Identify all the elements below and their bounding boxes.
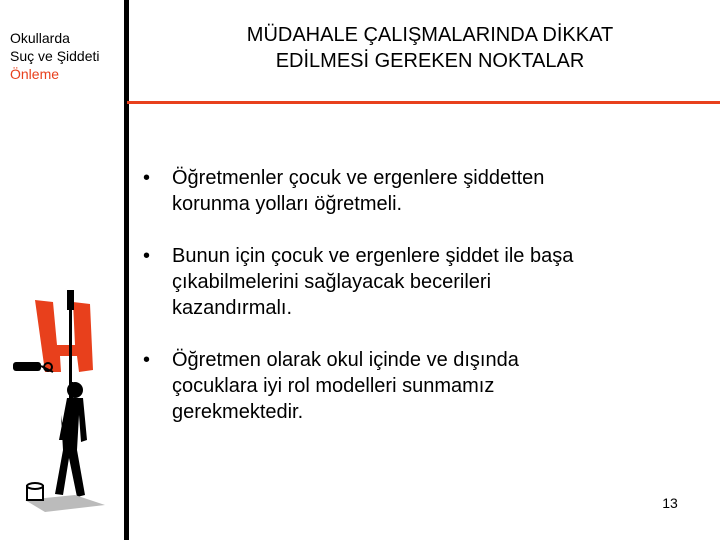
bullet-item [143, 243, 703, 321]
bullet-line: korunma yolları öğretmeli. [172, 193, 403, 215]
bullet-line: Öğretmen olarak okul içinde ve dışında [172, 349, 519, 371]
bullet-line: Öğretmenler çocuk ve ergenlere şiddetten [172, 167, 545, 189]
bullet-line: gerekmektedir. [172, 401, 304, 423]
bullet-list [143, 165, 703, 451]
brand-line-1: Okullarda [10, 30, 70, 46]
bullet-dot: • [143, 349, 151, 371]
bullet-line: çocuklara iyi rol modelleri sunmamız [172, 375, 495, 397]
bullet-dot: • [143, 167, 151, 189]
painter-silhouette-illustration [5, 290, 125, 520]
brand-line-3: Önleme [10, 66, 60, 82]
brand-block [10, 29, 125, 83]
bullet-dot: • [143, 245, 151, 267]
title-underline [127, 101, 720, 104]
page-number: 13 [662, 495, 678, 511]
slide-title-line-1: MÜDAHALE ÇALIŞMALARINDA DİKKAT [246, 24, 614, 46]
brand-line-2: Suç ve Şiddeti [10, 48, 100, 64]
slide-title-line-2: EDİLMESİ GEREKEN NOKTALAR [275, 50, 585, 72]
bullet-item [143, 165, 703, 217]
slide-title [150, 22, 710, 74]
bullet-line: çıkabilmelerini sağlayacak becerileri [172, 271, 492, 293]
bullet-line: Bunun için çocuk ve ergenlere şiddet ile başa [172, 245, 574, 267]
bullet-line: kazandırmalı. [172, 297, 293, 319]
bullet-item [143, 347, 703, 425]
